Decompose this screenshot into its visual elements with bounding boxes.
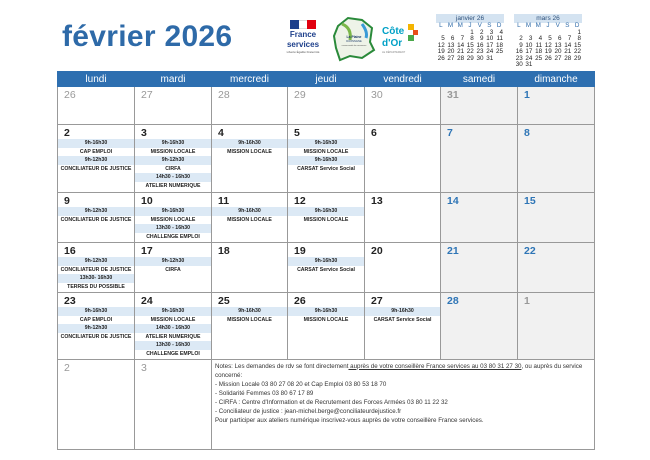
calendar-day (288, 243, 365, 293)
notes-intro-c: , ou auprès du service concerné: (215, 362, 583, 379)
calendar-day (365, 87, 441, 125)
event-title: CARSAT Service Social (297, 165, 355, 172)
event-title: TERRES DU POSSIBLE (67, 283, 125, 290)
day-number: 29 (294, 89, 306, 101)
minical-day: 24 (486, 48, 494, 55)
event-title: CARSAT Service Social (373, 316, 432, 323)
event-title: CONCILIATEUR DE JUSTICE (60, 333, 132, 340)
dow: M (447, 22, 454, 29)
dow: J (468, 22, 472, 29)
minical-day (563, 62, 573, 69)
france-services-sub: Liberté Égalité Fraternité (286, 50, 320, 54)
day-number: 16 (64, 245, 76, 257)
day-number: 4 (218, 127, 224, 139)
minical-day: 23 (476, 48, 484, 55)
minical-day: 30 (515, 61, 523, 68)
weekday-header: vendredi (365, 72, 441, 87)
minical-day: 20 (447, 48, 455, 55)
notes-phone: auprès de votre conseillère France services au 03 80 31 27 30 (348, 362, 522, 370)
calendar-week (58, 125, 595, 193)
calendar-day (365, 293, 441, 360)
minical-day: 23 (515, 54, 523, 62)
minical-day: 11 (496, 35, 503, 42)
calendar-day (288, 87, 365, 125)
notes (212, 360, 594, 428)
minical-day: 25 (495, 48, 503, 55)
calendar-week (58, 293, 595, 360)
event-time: 9h-16h30 (212, 139, 287, 148)
event-title: MISSION LOCALE (227, 216, 272, 223)
minical-day: 18 (495, 41, 503, 49)
minical-day: 13 (447, 41, 455, 49)
notes-intro (215, 362, 591, 380)
minical-day: 12 (437, 41, 445, 49)
dow: L (517, 22, 521, 29)
svg-text:communauté de communes: communauté de communes (341, 45, 367, 47)
minical-day: 4 (499, 28, 503, 36)
day-number: 9 (64, 195, 70, 207)
event-title: CONCILIATEUR DE JUSTICE (60, 216, 132, 223)
event-title: MISSION LOCALE (303, 148, 349, 155)
day-number: 7 (447, 127, 453, 139)
minical-day: 25 (535, 54, 543, 62)
calendar-day (135, 125, 212, 193)
calendar-day (58, 359, 135, 449)
calendar-day (518, 293, 595, 360)
france-services-line2: services (286, 40, 320, 49)
event-title: MISSION LOCALE (303, 216, 349, 223)
dow: S (565, 22, 570, 29)
day-number: 8 (524, 127, 530, 139)
day-number: 22 (524, 245, 536, 257)
event-time: 9h-16h30 (135, 207, 211, 216)
day-number: 26 (294, 295, 306, 307)
calendar-day (135, 359, 212, 449)
day-number: 18 (218, 245, 230, 257)
notes-item: - Solidarité Femmes 03 80 67 17 89 (215, 389, 314, 397)
event-title: CAP EMPLOI (79, 148, 113, 155)
event-time: 13h30 - 16h30 (135, 224, 211, 233)
calendar-day (365, 125, 441, 193)
minical-day (494, 56, 504, 63)
minical-march (514, 14, 582, 69)
minical-day: 9 (519, 41, 523, 49)
day-number: 14 (447, 195, 459, 207)
notes-item: Pour participer aux ateliers numérique inscrivez-vous auprès de votre conseillère France services. (215, 417, 484, 425)
notes-cell (212, 359, 595, 449)
minical-day: 3 (528, 35, 533, 42)
dow: V (555, 22, 560, 29)
svg-text:LE DÉPARTEMENT: LE DÉPARTEMENT (382, 51, 406, 54)
event-title: CARSAT Service Social (297, 266, 355, 273)
event-title: CIRFA (165, 266, 181, 273)
weekday-header: jeudi (288, 72, 365, 87)
minical-day: 27 (554, 54, 562, 62)
minical-day: 2 (480, 28, 484, 36)
calendar-day (288, 193, 365, 243)
dow: V (477, 22, 482, 29)
day-number: 30 (371, 89, 383, 101)
minical-week (514, 62, 582, 69)
day-number: 15 (524, 195, 536, 207)
svg-text:La Plaine: La Plaine (346, 35, 362, 39)
event-time: 9h-12h30 (135, 156, 211, 165)
calendar-day (288, 125, 365, 193)
calendar-day (518, 243, 595, 293)
minical-january (436, 14, 504, 62)
day-number: 5 (294, 127, 300, 139)
minical-day: 28 (564, 54, 572, 62)
minical-day: 6 (450, 35, 455, 42)
event-title: MISSION LOCALE (150, 216, 196, 223)
minical-day: 1 (470, 28, 474, 36)
minical-day: 15 (573, 41, 581, 49)
minical-day: 14 (564, 41, 572, 49)
calendar-day (288, 293, 365, 360)
minical-day: 30 (476, 54, 484, 62)
minical-day: 10 (525, 41, 533, 49)
event-title: CHALLENGE EMPLOI (146, 350, 200, 357)
event-time: 9h-16h30 (58, 139, 134, 148)
event-time: 13h30- 16h30 (58, 274, 134, 283)
calendar-day (518, 193, 595, 243)
calendar-day (212, 87, 288, 125)
dow: D (496, 22, 502, 29)
calendar-day (58, 243, 135, 293)
day-number: 1 (524, 89, 530, 101)
calendar-day (365, 243, 441, 293)
event-time: 9h-12h30 (58, 324, 134, 333)
event-time: 9h-16h30 (135, 307, 211, 316)
calendar-day (441, 193, 518, 243)
notes-item: - Mission Locale 03 80 27 08 20 et Cap Emploi 03 80 53 18 70 (215, 380, 387, 388)
minical-day: 26 (437, 54, 445, 62)
event-title: CAP EMPLOI (79, 316, 113, 323)
dow: D (574, 22, 580, 29)
minical-day: 5 (441, 35, 445, 42)
minical-day: 14 (457, 41, 465, 49)
calendar-day (58, 125, 135, 193)
notes-item: - Conciliateur de justice : jean-michel.berge@conciliateurdejustice.fr (215, 408, 402, 416)
event-title: MISSION LOCALE (150, 148, 196, 155)
day-number: 13 (371, 195, 383, 207)
day-number: 27 (371, 295, 383, 307)
calendar-day (518, 125, 595, 193)
minical-day: 17 (486, 41, 494, 49)
day-number: 6 (371, 127, 377, 139)
calendar-week (58, 243, 595, 293)
dow: M (525, 22, 532, 29)
event-time: 9h-16h30 (288, 156, 364, 165)
calendar-day (135, 87, 212, 125)
calendar-day (441, 293, 518, 360)
svg-text:DIJONNAISE: DIJONNAISE (346, 40, 362, 43)
calendar-day (135, 293, 212, 360)
day-number: 11 (218, 195, 230, 207)
calendar-day (212, 193, 288, 243)
event-time: 14h30 - 16h30 (135, 324, 211, 333)
notes-item: - CIRFA : Centre d'Information et de Recrutement des Forces Armées 03 80 11 22 32 (215, 398, 448, 406)
dow: M (535, 22, 541, 29)
event-title: CONCILIATEUR DE JUSTICE (60, 165, 132, 172)
day-number: 12 (294, 195, 306, 207)
day-number: 3 (141, 361, 147, 374)
event-time: 9h-16h30 (212, 307, 287, 316)
minical-day (533, 62, 543, 69)
day-number: 23 (64, 295, 76, 307)
weekday-header: mardi (135, 72, 212, 87)
event-title: MISSION LOCALE (227, 316, 272, 323)
day-number: 2 (64, 127, 70, 139)
day-number: 19 (294, 245, 306, 257)
calendar-day (58, 87, 135, 125)
weekday-header: dimanche (518, 72, 595, 87)
event-time: 13h30 - 16h30 (135, 341, 211, 350)
minical-day: 28 (457, 54, 465, 62)
event-title: ATELIER NUMERIQUE (145, 333, 201, 340)
weekday-header: mercredi (212, 72, 288, 87)
day-number: 1 (524, 295, 530, 307)
event-title: MISSION LOCALE (303, 316, 349, 323)
event-time: 9h-12h30 (135, 257, 211, 266)
minical-day: 11 (535, 41, 543, 49)
minical-day: 19 (544, 48, 552, 55)
minical-day (553, 62, 563, 69)
calendar-day (135, 243, 212, 293)
day-number: 2 (64, 361, 70, 374)
event-title: MISSION LOCALE (150, 316, 196, 323)
minical-day: 12 (544, 41, 552, 49)
minical-day: 3 (489, 28, 494, 36)
day-number: 27 (141, 89, 153, 101)
event-title: ATELIER NUMERIQUE (145, 182, 201, 189)
minical-day: 18 (535, 48, 543, 55)
minical-day: 20 (554, 48, 562, 55)
event-time: 9h-16h30 (288, 307, 364, 316)
minical-day: 21 (564, 48, 572, 55)
minical-day: 10 (486, 35, 494, 42)
day-number: 3 (141, 127, 147, 139)
calendar-day (212, 243, 288, 293)
event-time: 9h-12h30 (58, 207, 134, 216)
calendar-week (58, 87, 595, 125)
minical-day: 9 (480, 35, 484, 42)
minical-day: 5 (548, 35, 552, 42)
day-number: 28 (447, 295, 459, 307)
minical-day: 19 (437, 48, 445, 55)
minical-day (543, 62, 553, 69)
day-number: 31 (447, 89, 459, 101)
minical-day: 26 (544, 54, 552, 62)
minical-day: 24 (525, 54, 533, 62)
day-number: 20 (371, 245, 383, 257)
weekday-header: samedi (441, 72, 518, 87)
minical-day: 17 (525, 48, 533, 55)
france-services-line1: France (289, 30, 317, 39)
minical-january-title: janvier 26 (436, 14, 504, 23)
calendar-week (58, 193, 595, 243)
minical-day: 8 (470, 35, 474, 42)
event-time: 9h-12h30 (58, 257, 134, 266)
page-title: février 2026 (62, 20, 233, 53)
calendar-day (135, 193, 212, 243)
day-number: 21 (447, 245, 459, 257)
cote-dor-logo (380, 22, 420, 60)
dow: S (487, 22, 492, 29)
calendar-day (441, 125, 518, 193)
notes-intro-a: Notes: Les demandes de rdv se font directement (215, 362, 349, 370)
dow: L (439, 22, 443, 29)
minical-day: 8 (577, 35, 581, 42)
minical-week (436, 56, 504, 63)
minical-day: 2 (519, 35, 523, 42)
calendar-day (212, 293, 288, 360)
dow: M (457, 22, 463, 29)
day-number: 25 (218, 295, 230, 307)
event-title: MISSION LOCALE (227, 148, 272, 155)
day-number: 24 (141, 295, 153, 307)
minical-day: 22 (573, 48, 581, 55)
calendar-day (212, 125, 288, 193)
minical-day: 16 (476, 41, 484, 49)
minical-day: 6 (558, 35, 562, 42)
minical-day: 27 (447, 54, 455, 62)
minical-day: 4 (538, 35, 543, 42)
month-calendar (57, 71, 595, 450)
minical-day: 31 (525, 61, 533, 68)
event-time: 9h-16h30 (135, 139, 211, 148)
day-number: 10 (141, 195, 153, 207)
minical-day: 29 (466, 54, 474, 62)
dow: J (546, 22, 550, 29)
event-time: 9h-16h30 (212, 207, 287, 216)
event-title: CIRFA (165, 165, 181, 172)
minical-day: 13 (554, 41, 562, 49)
svg-text:Côte: Côte (382, 26, 405, 37)
minical-day: 7 (567, 35, 572, 42)
france-services-logo (282, 20, 324, 60)
event-title: CHALLENGE EMPLOI (146, 233, 200, 240)
calendar-day (441, 243, 518, 293)
event-time: 14h30 - 16h30 (135, 173, 211, 182)
calendar-day (365, 193, 441, 243)
event-time: 9h-16h30 (365, 307, 440, 316)
calendar-week (58, 359, 595, 449)
calendar-day (518, 87, 595, 125)
la-plaine-logo (332, 16, 376, 62)
minical-day: 7 (460, 35, 465, 42)
minical-day: 31 (486, 54, 494, 62)
calendar-day (58, 293, 135, 360)
day-number: 28 (218, 89, 230, 101)
minical-day: 29 (573, 54, 581, 62)
minical-day: 16 (515, 48, 523, 55)
minical-march-title: mars 26 (514, 14, 582, 23)
event-title: CONCILIATEUR DE JUSTICE (60, 266, 132, 273)
event-time: 9h-16h30 (288, 257, 364, 266)
weekday-header: lundi (58, 72, 135, 87)
svg-text:d'Or: d'Or (382, 38, 403, 49)
event-time: 9h-16h30 (58, 307, 134, 316)
minical-day: 21 (457, 48, 465, 55)
minical-day: 1 (577, 28, 581, 36)
calendar-day (441, 87, 518, 125)
event-time: 9h-16h30 (288, 139, 364, 148)
event-time: 9h-16h30 (288, 207, 364, 216)
event-time: 9h-12h30 (58, 156, 134, 165)
day-number: 17 (141, 245, 153, 257)
minical-day: 22 (466, 48, 474, 55)
minical-day (572, 62, 582, 69)
day-number: 26 (64, 89, 76, 101)
calendar-day (58, 193, 135, 243)
minical-day: 15 (466, 41, 474, 49)
